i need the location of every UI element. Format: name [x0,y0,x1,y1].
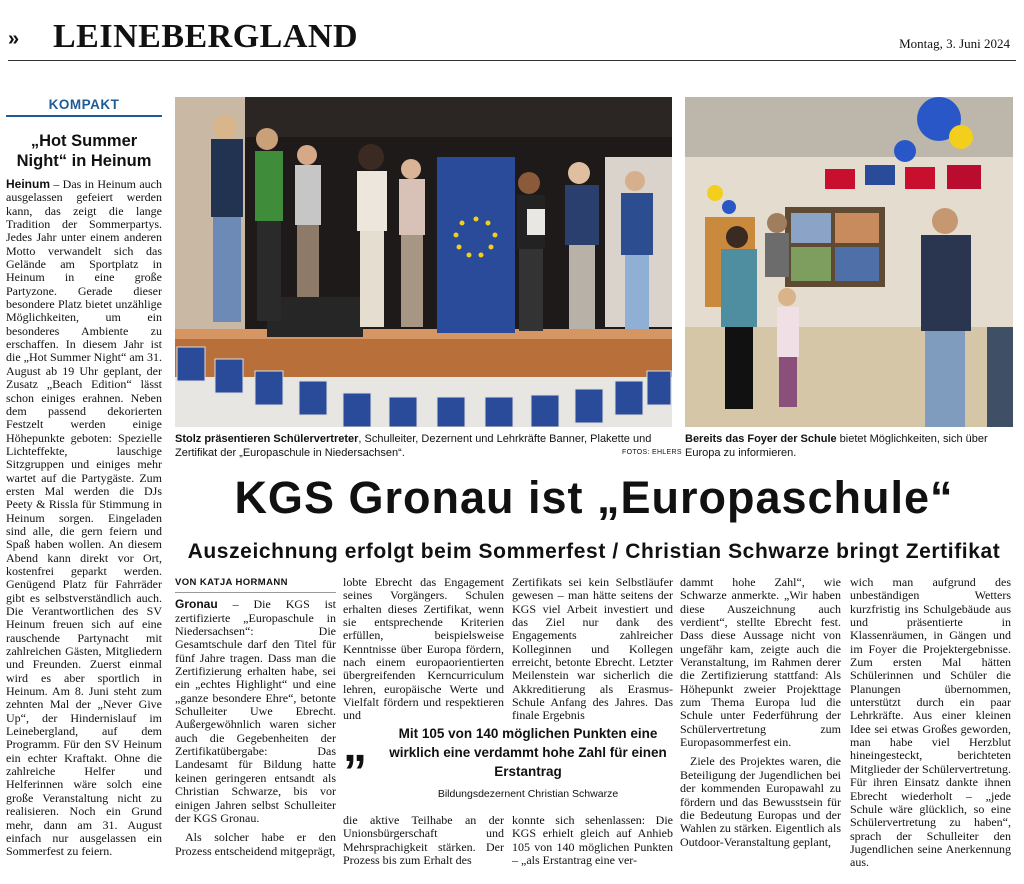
sidebar-text: – Das in Heinum auch ausgelassen gefeiert werden kann, das zeigt die lange Tradition der Sommerpartys. Jedes Jahr unter einem anderen Motto verwandelt sich das Gelände am Sportplatz in Heinum in eine große Partyzone. Gerade dieser besondere Platz bietet unzählige Möglichkeiten, um ein besonderes Ambiente zu erschaffen. In diesem Jahr ist die „Hot Summer Night“ am 31. August ab 19 Uhr geplant, der Zusatz „Beach Edition“ lässt schon einiges erahnen. Neben dem passend dekorierten Festzelt werden einige Höhepunkte geboten: Spezielle Lichteffekte, lauschige Sitzgruppen und einiges mehr wartet auf die Partygäste. Zum ersten Mal werden die DJs Peety & Rissla für Stimmung in Heinum sorgen. Eingeladen sind alle, die gern feiern und Spaß haben wollen. An diesem Abend kann direkt vor Ort, kostenfrei geparkt werden. Genügend Platz für Fahrräder gibt es selbstverständlich auch. Die Verantwortlichen des SV Heinum freuen sich auf eine rauschende Partynacht mit zahlreichen Gästen, Mitgliedern und Freunden. Zuerst einmal wird es aber sportlich in Heinum. Am 8. Juni steht zum zehnten Mal der „Never Give Up“, der Hindernislauf im Leinebergland, auf dem Programm. Für den SV Heinum ein echter Kraftakt. Ohne die zahlreiche Helfer und Helferinnen wäre solch eine große Veranstaltung nicht zu realisieren. Noch ein Grund mehr, dann am 31. August einfach nur ausgelassen ein Sommerfest zu feiern. [6,177,162,859]
photo-credit: FOTOS: EHLERS [622,449,682,456]
caption2-lead: Bereits das Foyer der Schule [685,433,837,445]
quote-source: Bildungsdezernent Christian Schwarze [437,788,619,800]
quote-mark-icon: „ [343,719,367,772]
column-3-text: Zertifikats sei kein Selbstläufer gewesen – man hätte seitens der KGS viel Arbeit investiert und das Ziel nur dank des Engagements zahlreicher Kolleginnen und Kollegen erreicht, betonte Ebrecht. Letzter Meilenstein war sicherlich die Akkreditierung als Erasmus-Schule Anfang des Jahres. Das finale Ergebnis [512,575,673,723]
section-title: LEINEBERGLAND [53,18,359,55]
publication-date: Montag, 3. Juni 2024 [899,36,1010,51]
column-2-continued: die aktive Teilhabe an der Unionsbürgerschaft und Mehrsprachigkeit stärken. Der Prozess bis zum Erhalt des [343,813,504,868]
sidebar-body [6,178,162,859]
article-column-2 [343,576,504,723]
masthead-divider [8,60,1016,61]
article-column-3 [512,576,673,723]
column-5-text: wich man aufgrund des unbeständigen Wetters kurzfristig ins Schulgebäude aus und präsentierte in Klassenräumen, in Gängen und im Foyer die Projektergebnisse. Zum ersten Mal hätten Schülerinnen und Schüler die Planungen übernommen, unterstützt durch ein paar Lehrkräfte. Aus einer kleinen Idee sei etwas Großes geworden, man habe viel Herzblut hineingesteckt, berichteten Mitglieder der Schülervertretung. Für ihren Einsatz dankte ihnen Ebrecht wiederholt – „jede Schule wäre glücklich, so eine Schülervertretung zu haben“, sprach der Schulleiter den Jugendlichen seine Anerkennung aus. [850,575,1011,870]
foyer-photo-caption [685,432,1013,460]
column-3-continued: konnte sich sehenlassen: Die KGS erhielt gleich auf Anhieb 105 von 140 möglichen Punkten – „als Erstantrag eine ver- [512,813,673,868]
article-column-5 [850,576,1011,870]
chevron-icon[interactable]: » [8,28,20,50]
column-2-text: lobte Ebrecht das Engagement seines Vorgängers. Schulen erhalten dieses Zertifikat, wenn sie entsprechende Kriterien erfüllen, beispielsweise Kenntnisse über Europa fördern, nach einem europaorientierten übergreifenden Kerncurriculum lehren, europäische Werte und Vielfalt fördern und respektieren und [343,575,504,723]
column-4-text: dammt hohe Zahl“, wie Schwarze anmerkte. „Wir haben diese Auszeichnung auch verdient“, stellte Ebrecht fest. Dass diese Aussage nicht von ungefähr kam, zeigte auch die Veranstaltung, im Rahmen derer die Zertifizierung stattfand: Als Höhepunkt zweier Projekttage zum Thema Europa lud die Schule unter Federführung der Schülervertretung zum Europasommerfest ein. [680,575,841,750]
quote-text: Mit 105 von 140 möglichen Punkten eine wirklich eine verdammt hohe Zahl für einen Erstantrag [389,726,667,779]
sidebar-headline: „Hot Summer Night“ in Heinum [16,132,152,170]
kompakt-sidebar [6,97,162,859]
kompakt-label: KOMPAKT [6,97,162,117]
caption2-rest: bietet Möglichkeiten, sich über Europa zu informieren. [685,433,988,459]
byline: VON KATJA HORMANN [175,576,336,593]
stage-photo [175,97,672,427]
caption1-lead: Stolz präsentieren Schülervertreter [175,433,359,445]
article-place: Gronau [175,597,218,612]
stage-photo-caption [175,432,672,460]
column-1-paragraph-2: Als solcher habe er den Prozess entscheidend mitgeprägt, [175,830,336,858]
caption1-rest: , Schulleiter, Dezernent und Lehrkräfte Banner, Plakette und Zertifikat der „Europaschule in Niedersachsen“. [175,433,652,459]
article-column-1 [175,576,336,858]
masthead [0,0,1024,62]
sidebar-place: Heinum [6,177,51,191]
pull-quote [343,719,673,808]
article-headline: KGS Gronau ist „Europaschule“ [234,472,954,523]
column-1-paragraph [175,598,336,825]
column-4-paragraph-2: Ziele des Projektes waren, die Beteiligung der Jugendlichen bei der kommenden Europawahl zu fördern und das Bewusstsein für die Bedeutung Europas und der Wahlen zu stärken. Eigentlich als Outdoor-Veranstaltung geplant, [680,754,841,849]
column-1-text: – Die KGS ist zertifizierte „Europaschule in Niedersachsen“: Die Gesamtschule darf den Titel für fünf Jahre tragen. Dass man die Zertifizierung erhalten habe, sei ein „echtes Highlight“ und eine „ganze besondere Ehre“, betonte Schulleiter Uwe Ebrecht. Außergewöhnlich waren sicher auch die Gegebenheiten der Zertifikatübergabe: Das Landesamt für Bildung hatte keinen geringeren entsandt als Christian Schwarze, bis vor einigen Jahren selbst Schulleiter der KGS Gronau. [175,597,336,825]
article-subhead: Auszeichnung erfolgt beim Sommerfest / Christian Schwarze bringt Zertifikat [187,540,1001,563]
article-column-4 [680,576,841,849]
foyer-photo [685,97,1013,427]
